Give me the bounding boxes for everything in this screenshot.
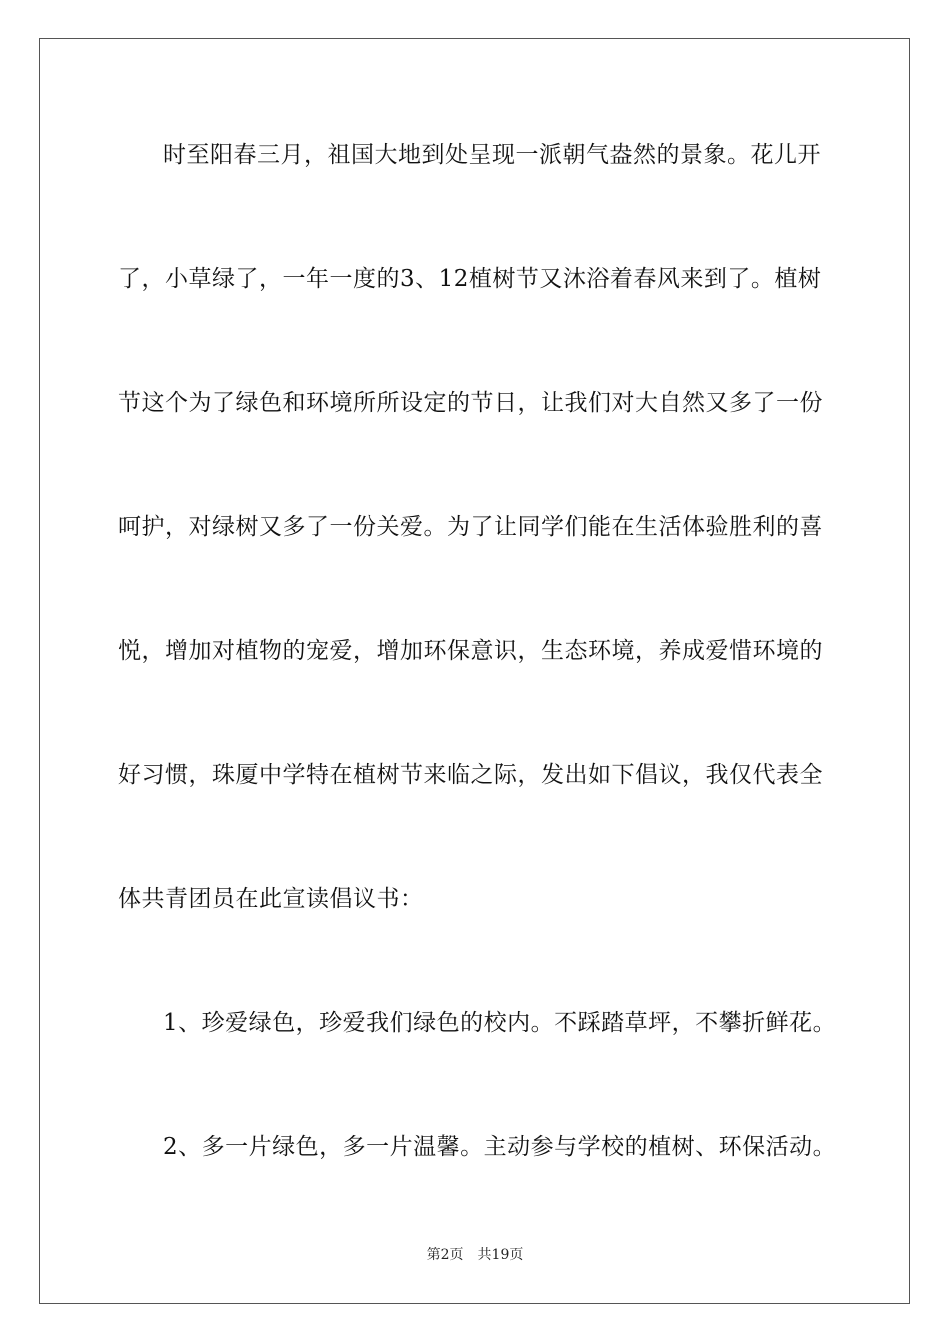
- page-border: [39, 38, 910, 1304]
- page-footer: [0, 1246, 950, 1264]
- paragraph-line-5: 悦，增加对植物的宠爱，增加环保意识，生态环境，养成爱惜环境的: [118, 638, 823, 664]
- list-item-1: 1、珍爱绿色，珍爱我们绿色的校内。不踩踏草坪，不攀折鲜花。: [163, 1010, 837, 1036]
- page-total: 共19页: [477, 1247, 524, 1263]
- paragraph-line-2: 了，小草绿了，一年一度的3、12植树节又沐浴着春风来到了。植树: [118, 266, 822, 292]
- paragraph-line-6: 好习惯，珠厦中学特在植树节来临之际，发出如下倡议，我仅代表全: [118, 762, 823, 788]
- paragraph-line-1: 时至阳春三月，祖国大地到处呈现一派朝气盎然的景象。花儿开: [163, 142, 821, 168]
- list-item-2: 2、多一片绿色，多一片温馨。主动参与学校的植树、环保活动。: [163, 1134, 837, 1160]
- paragraph-line-4: 呵护，对绿树又多了一份关爱。为了让同学们能在生活体验胜利的喜: [118, 514, 823, 540]
- page-number: 第2页: [426, 1247, 464, 1263]
- paragraph-line-3: 节这个为了绿色和环境所所设定的节日，让我们对大自然又多了一份: [118, 390, 823, 416]
- paragraph-line-7: 体共青团员在此宣读倡议书：: [118, 886, 424, 912]
